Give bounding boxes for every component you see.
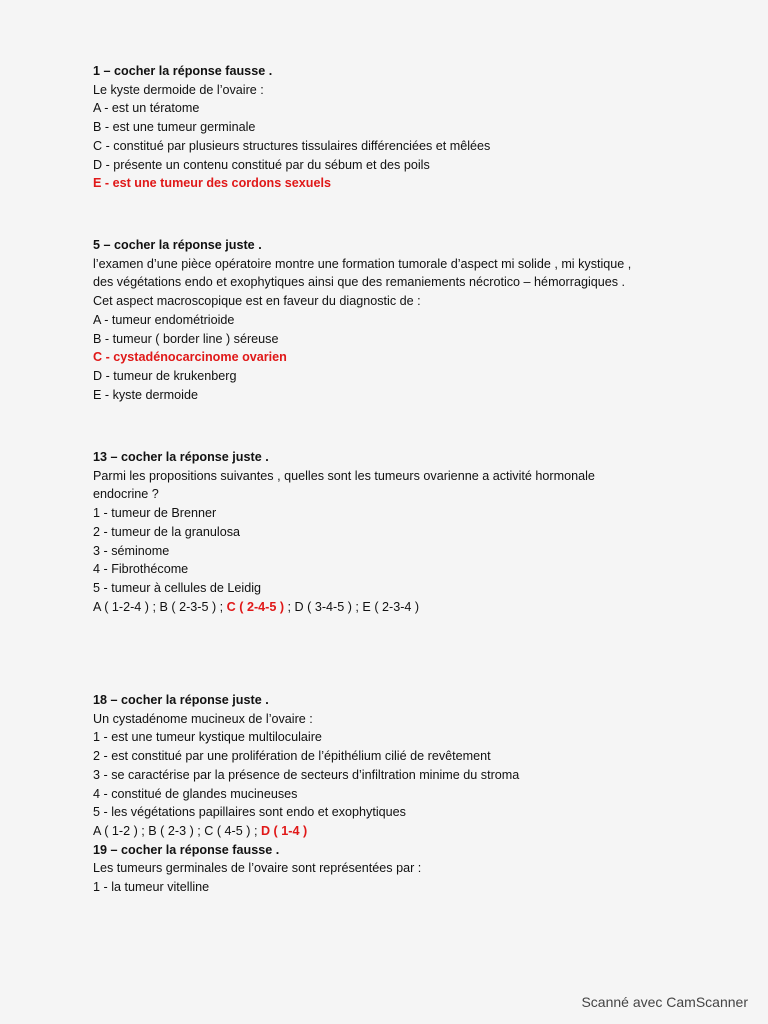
question-13-item-4: 4 - Fibrothécome — [93, 562, 189, 577]
question-13-stem-line-2: endocrine ? — [93, 487, 159, 502]
question-1-option-b: B - est une tumeur germinale — [93, 120, 256, 135]
question-18 — [93, 691, 733, 897]
question-18-item-1: 1 - est une tumeur kystique multiloculaire — [93, 730, 322, 745]
question-18-answer-before: A ( 1-2 ) ; B ( 2-3 ) ; C ( 4-5 ) ; — [93, 823, 261, 838]
question-13-title: 13 – cocher la réponse juste . — [93, 450, 269, 464]
camscanner-footer: Scanné avec CamScanner — [581, 994, 748, 1010]
question-13-answer-choices — [93, 598, 733, 617]
question-5-stem-line-2: des végétations endo et exophytiques ainsi que des remaniements nécrotico – hémorragiques . — [93, 275, 626, 290]
question-13-answer-before: A ( 1-2-4 ) ; B ( 2-3-5 ) ; — [93, 599, 227, 614]
question-5-option-d: D - tumeur de krukenberg — [93, 368, 237, 383]
question-18-correct-answer: D ( 1-4 ) — [260, 823, 308, 838]
question-5-option-e: E - kyste dermoide — [93, 387, 198, 402]
question-13-item-2: 2 - tumeur de la granulosa — [93, 524, 241, 539]
question-19-item-1: 1 - la tumeur vitelline — [93, 880, 210, 895]
question-1-stem: Le kyste dermoide de l’ovaire : — [93, 82, 264, 97]
question-13-stem-line-1: Parmi les propositions suivantes , quelles sont les tumeurs ovarienne a activité hormonale — [93, 468, 595, 483]
question-1-title: 1 – cocher la réponse fausse . — [93, 64, 273, 78]
question-13-item-1: 1 - tumeur de Brenner — [93, 506, 217, 521]
question-5-stem-line-1: l’examen d’une pièce opératoire montre une formation tumorale d’aspect mi solide , mi kystique , — [93, 256, 632, 271]
question-5-title: 5 – cocher la réponse juste . — [93, 238, 262, 252]
question-18-stem: Un cystadénome mucineux de l’ovaire : — [93, 711, 313, 726]
question-18-item-2: 2 - est constitué par une prolifération de l’épithélium cilié de revêtement — [93, 749, 491, 764]
question-1-correct-answer: E - est une tumeur des cordons sexuels — [93, 176, 331, 191]
question-13-correct-answer: C ( 2-4-5 ) — [226, 599, 285, 614]
question-1-option-d: D - présente un contenu constitué par du sébum et des poils — [93, 157, 430, 172]
question-13-item-5: 5 - tumeur à cellules de Leidig — [93, 580, 262, 595]
question-5-option-a: A - tumeur endométrioide — [93, 312, 235, 327]
question-19-title: 19 – cocher la réponse fausse . — [93, 842, 280, 857]
question-19-stem: Les tumeurs germinales de l’ovaire sont représentées par : — [93, 861, 422, 876]
question-1-option-c: C - constitué par plusieurs structures tissulaires différenciées et mêlées — [93, 138, 491, 153]
question-18-item-4: 4 - constitué de glandes mucineuses — [93, 786, 298, 801]
question-13 — [93, 448, 733, 616]
question-5-option-b: B - tumeur ( border line ) séreuse — [93, 331, 279, 346]
question-18-item-5: 5 - les végétations papillaires sont endo et exophytiques — [93, 805, 406, 820]
question-13-answer-after: ; D ( 3-4-5 ) ; E ( 2-3-4 ) — [284, 599, 420, 614]
question-5 — [93, 236, 733, 404]
question-5-stem-line-3: Cet aspect macroscopique est en faveur du diagnostic de : — [93, 294, 421, 309]
question-1-option-a: A - est un tératome — [93, 101, 200, 116]
question-5-correct-answer: C - cystadénocarcinome ovarien — [93, 350, 287, 365]
question-18-item-3: 3 - se caractérise par la présence de secteurs d’infiltration minime du stroma — [93, 767, 520, 782]
question-13-item-3: 3 - séminome — [93, 543, 170, 558]
question-18-title: 18 – cocher la réponse juste . — [93, 693, 269, 707]
question-1 — [93, 62, 733, 193]
question-18-answer-choices — [93, 822, 733, 841]
